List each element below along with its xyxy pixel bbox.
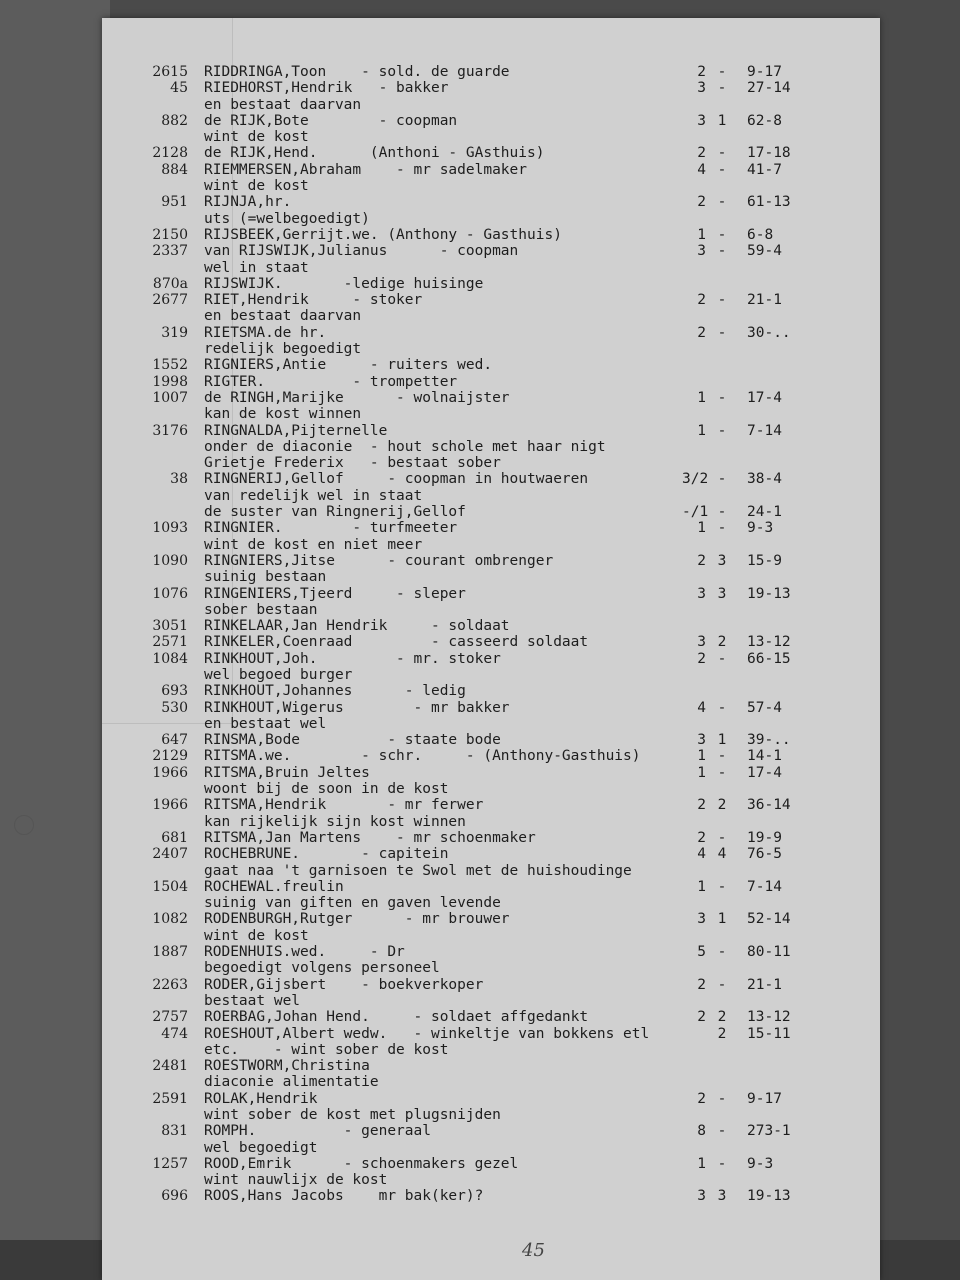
register-row	[102, 846, 880, 862]
register-row	[102, 243, 880, 259]
register-row	[102, 993, 880, 1009]
entry-col2: -	[717, 748, 727, 765]
entry-text: van RIJSWIJK,Julianus - coopman	[204, 243, 519, 260]
entry-col3: 13-12	[747, 1009, 791, 1026]
entry-col2: -	[717, 80, 727, 97]
register-row	[102, 1188, 880, 1204]
entry-col1: 2	[697, 64, 706, 80]
entry-col3: 273-1	[747, 1123, 791, 1140]
entry-col1: 3	[697, 1188, 706, 1205]
entry-text: ROOD,Emrik - schoenmakers gezel	[204, 1155, 519, 1172]
background-left	[0, 0, 110, 1280]
entry-col1: 2	[697, 829, 706, 846]
entry-text: RITSMA.we. - schr. - (Anthony-Gasthuis)	[204, 748, 641, 765]
entry-col2: -	[717, 292, 727, 309]
register-row	[102, 895, 880, 911]
register-row	[102, 667, 880, 683]
register-row	[102, 683, 880, 699]
entry-col3: 36-14	[747, 797, 791, 814]
entry-col2: -	[717, 145, 727, 162]
entry-col2: -	[717, 944, 727, 961]
entry-col3: 80-11	[747, 944, 791, 961]
entry-col1: 2	[697, 1009, 706, 1026]
entry-text: wint de kost	[204, 178, 309, 195]
entry-text: wint nauwlijx de kost	[204, 1172, 388, 1189]
register-row	[102, 406, 880, 422]
entry-text: ROLAK,Hendrik	[204, 1090, 318, 1107]
entry-col1: 3	[697, 911, 706, 928]
register-row	[102, 308, 880, 324]
entry-col2: -	[717, 389, 727, 406]
entry-text: RINKELER,Coenraad - casseerd soldaat	[204, 634, 589, 651]
entry-text: uts (=welbegoedigt)	[204, 210, 370, 227]
entry-number: 882	[161, 112, 188, 129]
register-row	[102, 748, 880, 764]
entry-col3: 9-17	[747, 64, 782, 80]
entry-text: RINKHOUT,Joh. - mr. stoker	[204, 650, 501, 667]
entry-text: wint sober de kost met plugsnijden	[204, 1107, 501, 1123]
entry-text: RITSMA,Jan Martens - mr schoenmaker	[204, 829, 536, 846]
entry-number: 696	[161, 1188, 188, 1205]
entry-number: 884	[161, 161, 188, 178]
entry-text: RINGNIER. - turfmeeter	[204, 520, 458, 537]
entry-col2: 3	[717, 552, 727, 569]
entry-number: 1504	[152, 878, 188, 895]
entry-text: ROESTWORM,Christina	[204, 1058, 370, 1075]
entry-col1: 8	[697, 1123, 706, 1140]
entry-col2: -	[717, 878, 727, 895]
entry-text: wel in staat	[204, 259, 309, 276]
entry-col2: 2	[717, 634, 727, 651]
entry-col1: 5	[697, 944, 706, 961]
entry-number: 1093	[152, 520, 188, 537]
entry-col1: 1	[697, 748, 706, 765]
entry-text: wel begoedigt	[204, 1139, 318, 1156]
entry-number: 2571	[152, 634, 188, 651]
entry-col2: -	[717, 650, 727, 667]
entry-col3: 13-12	[747, 634, 791, 651]
entry-number: 2128	[152, 145, 188, 162]
register-row	[102, 488, 880, 504]
entry-col3: 38-4	[747, 471, 782, 488]
entry-col2: -	[717, 764, 727, 781]
entry-col1: 3	[697, 80, 706, 97]
entry-text: Grietje Frederix - bestaat sober	[204, 455, 501, 472]
entry-col3: 24-1	[747, 504, 782, 521]
entry-col1: -/1	[682, 504, 709, 521]
register-row	[102, 1091, 880, 1107]
entry-number: 681	[161, 829, 188, 846]
entry-text: RINGNIERS,Jitse - courant ombrenger	[204, 552, 554, 569]
register-row	[102, 325, 880, 341]
entry-text: kan rijkelijk sijn kost winnen	[204, 813, 466, 830]
entry-number: 1076	[152, 585, 188, 602]
entry-col2: -	[717, 520, 727, 537]
entry-text: RINGENIERS,Tjeerd - sleper	[204, 585, 466, 602]
entry-col2: 1	[717, 911, 727, 928]
entry-col1: 3	[697, 585, 706, 602]
register-row	[102, 830, 880, 846]
register-row	[102, 178, 880, 194]
entry-col2: -	[717, 471, 727, 488]
entry-number: 1998	[152, 373, 188, 390]
entry-col3: 27-14	[747, 80, 791, 97]
entry-col1: 4	[697, 161, 706, 178]
register-row	[102, 732, 880, 748]
register-row	[102, 797, 880, 813]
entry-col2: 1	[717, 732, 727, 749]
entry-number: 1257	[152, 1155, 188, 1172]
register-row	[102, 423, 880, 439]
entry-col3: 52-14	[747, 911, 791, 928]
entry-number: 3051	[152, 618, 188, 635]
entry-number: 1084	[152, 650, 188, 667]
register-row	[102, 97, 880, 113]
entry-number: 1090	[152, 552, 188, 569]
entry-text: de RINGH,Marijke - wolnaijster	[204, 389, 510, 406]
entry-number: 1082	[152, 911, 188, 928]
entry-text: RIET,Hendrik - stoker	[204, 292, 423, 309]
register-row	[102, 455, 880, 471]
entry-col2: -	[717, 194, 727, 211]
entry-text: wint de kost	[204, 129, 309, 146]
entry-col2: 3	[717, 1188, 727, 1205]
entry-text: RODENHUIS.wed. - Dr	[204, 944, 405, 961]
register-row	[102, 977, 880, 993]
register-row	[102, 260, 880, 276]
entry-col3: 30-..	[747, 324, 791, 341]
entry-col3: 21-1	[747, 976, 782, 993]
entry-number: 2591	[152, 1090, 188, 1107]
register-row	[102, 863, 880, 879]
entry-number: 38	[170, 471, 188, 488]
entry-text: de RIJK,Hend. (Anthoni - GAsthuis)	[204, 145, 545, 162]
register-row	[102, 357, 880, 373]
register-row	[102, 162, 880, 178]
entry-number: 2677	[152, 292, 188, 309]
entry-col3: 57-4	[747, 699, 782, 716]
register-row	[102, 1172, 880, 1188]
entry-col2: -	[717, 64, 727, 80]
entry-text: RIDDRINGA,Toon - sold. de guarde	[204, 64, 510, 80]
register-row	[102, 471, 880, 487]
register-row	[102, 390, 880, 406]
register-row	[102, 602, 880, 618]
register-row	[102, 537, 880, 553]
entry-col3: 39-..	[747, 732, 791, 749]
register-row	[102, 1140, 880, 1156]
entry-col3: 7-14	[747, 422, 782, 439]
entry-number: 2129	[152, 748, 188, 765]
entry-text: RINKHOUT,Wigerus - mr bakker	[204, 699, 510, 716]
entry-text: ROESHOUT,Albert wedw. - winkeltje van bokkens etl	[204, 1025, 650, 1042]
entry-col2: -	[717, 699, 727, 716]
entry-text: etc. - wint sober de kost	[204, 1041, 449, 1058]
register-row	[102, 1074, 880, 1090]
entry-text: onder de diaconie - hout schole met haar nigt	[204, 438, 606, 455]
entry-col1: 1	[697, 389, 706, 406]
entry-text: suinig van giften en gaven levende	[204, 895, 501, 912]
entry-number: 2481	[152, 1058, 188, 1075]
entry-number: 3176	[152, 422, 188, 439]
entry-col2: 3	[717, 585, 727, 602]
register-row	[102, 80, 880, 96]
entry-col1: 2	[697, 145, 706, 162]
entry-text: wel begoed burger	[204, 666, 353, 683]
entry-text: RIGTER. - trompetter	[204, 373, 458, 390]
entry-col3: 21-1	[747, 292, 782, 309]
entry-col3: 19-9	[747, 829, 782, 846]
entry-number: 831	[161, 1123, 188, 1140]
entry-number: 2407	[152, 846, 188, 863]
register-row	[102, 586, 880, 602]
entry-col2: -	[717, 1123, 727, 1140]
entry-text: RINKELAAR,Jan Hendrik - soldaat	[204, 618, 510, 635]
entry-col1: 2	[697, 797, 706, 814]
register-row	[102, 553, 880, 569]
entry-col2: -	[717, 422, 727, 439]
register-row	[102, 504, 880, 520]
register-row	[102, 1042, 880, 1058]
entry-text: sober bestaan	[204, 601, 318, 618]
register-row	[102, 113, 880, 129]
entry-text: RINSMA,Bode - staate bode	[204, 732, 501, 749]
entry-number: 1007	[152, 389, 188, 406]
entry-col1: 1	[697, 226, 706, 243]
entry-text: RODER,Gijsbert - boekverkoper	[204, 976, 484, 993]
entry-number: 1966	[152, 764, 188, 781]
entry-col1: 1	[697, 1155, 706, 1172]
entry-text: ROERBAG,Johan Hend. - soldaet affgedankt	[204, 1009, 589, 1026]
entry-number: 870a	[152, 275, 188, 292]
entry-col3: 17-4	[747, 389, 782, 406]
entry-text: woont bij de soon in de kost	[204, 781, 449, 798]
entry-number: 2337	[152, 243, 188, 260]
entry-col1: 2	[697, 194, 706, 211]
register-row	[102, 569, 880, 585]
entry-text: begoedigt volgens personeel	[204, 960, 440, 977]
entry-number: 474	[161, 1025, 188, 1042]
entry-number: 1552	[152, 357, 188, 374]
entry-col1: 2	[697, 976, 706, 993]
entry-number: 693	[161, 683, 188, 700]
entry-col3: 7-14	[747, 878, 782, 895]
register-row	[102, 276, 880, 292]
entry-text: de RIJK,Bote - coopman	[204, 112, 458, 129]
entry-col3: 19-13	[747, 1188, 791, 1205]
entry-col1: 1	[697, 764, 706, 781]
entry-number: 2263	[152, 976, 188, 993]
entry-col1: 1	[697, 422, 706, 439]
register-row	[102, 651, 880, 667]
entry-col3: 59-4	[747, 243, 782, 260]
register-row	[102, 341, 880, 357]
entry-col3: 9-3	[747, 520, 774, 537]
entry-col1: 4	[697, 846, 706, 863]
register-row	[102, 439, 880, 455]
entry-text: redelijk begoedigt	[204, 341, 362, 358]
register-row	[102, 374, 880, 390]
register-row	[102, 700, 880, 716]
register-row	[102, 814, 880, 830]
entry-col3: 76-5	[747, 846, 782, 863]
register-row	[102, 1009, 880, 1025]
entry-text: RIJSWIJK. -ledige huisinge	[204, 275, 484, 292]
entry-text: wint de kost en niet meer	[204, 536, 423, 553]
entry-col3: 62-8	[747, 112, 782, 129]
entry-text: RIJSBEEK,Gerrijt.we. (Anthony - Gasthuis)	[204, 226, 562, 243]
register-row	[102, 129, 880, 145]
entry-col1: 2	[697, 324, 706, 341]
entry-col1: 1	[697, 878, 706, 895]
entry-col1: 3	[697, 634, 706, 651]
entry-col3: 9-3	[747, 1155, 774, 1172]
entry-col3: 15-11	[747, 1025, 791, 1042]
hole-punch-mark	[14, 815, 34, 835]
register-row	[102, 1156, 880, 1172]
register-entries	[102, 64, 880, 1205]
entry-text: diaconie alimentatie	[204, 1074, 379, 1091]
entry-text: kan de kost winnen	[204, 406, 362, 423]
entry-col2: 2	[717, 797, 727, 814]
register-row	[102, 960, 880, 976]
entry-text: suinig bestaan	[204, 569, 327, 586]
entry-col2: -	[717, 324, 727, 341]
page-number: 45	[522, 1240, 545, 1261]
entry-text: RINGNALDA,Pijternelle	[204, 422, 388, 439]
entry-number: 951	[161, 194, 188, 211]
entry-col3: 66-15	[747, 650, 791, 667]
entry-text: van redelijk wel in staat	[204, 487, 423, 504]
entry-text: en bestaat daarvan	[204, 96, 362, 113]
register-row	[102, 634, 880, 650]
entry-col3: 6-8	[747, 226, 774, 243]
register-row	[102, 911, 880, 927]
entry-col3: 9-17	[747, 1090, 782, 1107]
register-row	[102, 944, 880, 960]
entry-col1: 3	[697, 112, 706, 129]
entry-number: 2757	[152, 1009, 188, 1026]
entry-col2: -	[717, 226, 727, 243]
register-row	[102, 928, 880, 944]
entry-text: RODENBURGH,Rutger - mr brouwer	[204, 911, 510, 928]
entry-number: 1966	[152, 797, 188, 814]
entry-text: RINGNERIJ,Gellof - coopman in houtwaeren	[204, 471, 589, 488]
entry-col2: 4	[717, 846, 727, 863]
register-row	[102, 194, 880, 210]
entry-col1: 3	[697, 732, 706, 749]
entry-text: RIGNIERS,Antie - ruiters wed.	[204, 357, 493, 374]
entry-text: RIJNJA,hr.	[204, 194, 292, 211]
entry-number: 647	[161, 732, 188, 749]
entry-text: ROMPH. - generaal	[204, 1123, 431, 1140]
entry-text: bestaat wel	[204, 992, 301, 1009]
entry-col1: 3/2	[682, 471, 709, 488]
entry-number: 2615	[152, 64, 188, 80]
register-row	[102, 211, 880, 227]
register-row	[102, 716, 880, 732]
register-row	[102, 145, 880, 161]
entry-col2: 1	[717, 112, 727, 129]
entry-number: 319	[161, 324, 188, 341]
entry-text: gaat naa 't garnisoen te Swol met de huishoudinge	[204, 862, 632, 879]
entry-col2: -	[717, 504, 727, 521]
entry-number: 2150	[152, 226, 188, 243]
entry-text: RITSMA,Bruin Jeltes	[204, 764, 370, 781]
register-row	[102, 292, 880, 308]
entry-text: ROCHEWAL.freulin	[204, 878, 344, 895]
entry-text: RIEDHORST,Hendrik - bakker	[204, 80, 449, 97]
entry-text: RITSMA,Hendrik - mr ferwer	[204, 797, 484, 814]
entry-col2: -	[717, 1155, 727, 1172]
register-row	[102, 64, 880, 80]
entry-col1: 2	[697, 650, 706, 667]
register-row	[102, 765, 880, 781]
entry-text: RIETSMA.de hr.	[204, 324, 327, 341]
typewritten-page	[102, 18, 880, 1280]
entry-col1: 2	[697, 1090, 706, 1107]
register-row	[102, 879, 880, 895]
register-row	[102, 1123, 880, 1139]
entry-col2: -	[717, 976, 727, 993]
entry-number: 45	[170, 80, 188, 97]
entry-col3: 17-4	[747, 764, 782, 781]
entry-col1: 3	[697, 243, 706, 260]
entry-col2: 2	[717, 1009, 727, 1026]
entry-col1: 4	[697, 699, 706, 716]
entry-text: RIEMMERSEN,Abraham - mr sadelmaker	[204, 161, 528, 178]
entry-col3: 19-13	[747, 585, 791, 602]
entry-text: RINKHOUT,Johannes - ledig	[204, 683, 466, 700]
register-row	[102, 227, 880, 243]
register-row	[102, 520, 880, 536]
entry-col1: 2	[697, 292, 706, 309]
entry-col2: -	[717, 161, 727, 178]
entry-col1: 2	[697, 552, 706, 569]
register-row	[102, 1026, 880, 1042]
entry-col3: 17-18	[747, 145, 791, 162]
entry-text: de suster van Ringnerij,Gellof	[204, 504, 466, 521]
entry-col2: 2	[717, 1025, 727, 1042]
entry-col1: 1	[697, 520, 706, 537]
entry-text: wint de kost	[204, 927, 309, 944]
entry-col3: 15-9	[747, 552, 782, 569]
entry-col2: -	[717, 1090, 727, 1107]
entry-col3: 41-7	[747, 161, 782, 178]
entry-col3: 61-13	[747, 194, 791, 211]
entry-number: 1887	[152, 944, 188, 961]
entry-text: en bestaat daarvan	[204, 308, 362, 325]
entry-text: en bestaat wel	[204, 715, 327, 732]
entry-text: ROOS,Hans Jacobs mr bak(ker)?	[204, 1188, 484, 1205]
entry-col3: 14-1	[747, 748, 782, 765]
register-row	[102, 781, 880, 797]
entry-text: ROCHEBRUNE. - capitein	[204, 846, 449, 863]
entry-col2: -	[717, 243, 727, 260]
register-row	[102, 618, 880, 634]
register-row	[102, 1058, 880, 1074]
entry-number: 530	[161, 699, 188, 716]
register-row	[102, 1107, 880, 1123]
entry-col2: -	[717, 829, 727, 846]
